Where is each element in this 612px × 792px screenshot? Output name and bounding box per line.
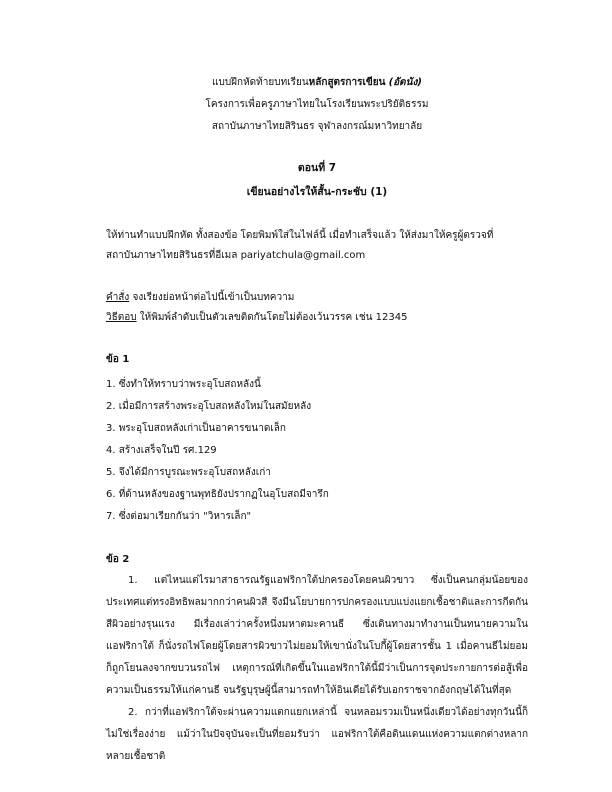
section-heading [106, 156, 528, 204]
question-2 [106, 550, 528, 768]
intro-text-1: ให้ท่านทำแบบฝึกหัด ทั้งสองข้อ โดยพิมพ์ใส่ในไฟล์นี้ เมื่อทำเสร็จแล้ว ให้ส่งมาให้ครูผู้ตรวจที่ [106, 230, 494, 241]
instruction-method-text: ให้พิมพ์ลำดับเป็นตัวเลขติดกันโดยไม่ต้องเว้นวรรค เช่น 12345 [139, 312, 408, 323]
question-1-item: 7. ซึ่งต่อมาเรียกกันว่า "วิหารเล็ก" [106, 511, 252, 522]
question-1-item: 4. สร้างเสร็จในปี รศ.129 [106, 445, 217, 456]
header-line-project: โครงการเพื่อครูภาษาไทยในโรงเรียนพระปริยัติธรรม [205, 99, 429, 110]
question-1 [106, 350, 528, 528]
instructions-block [106, 288, 528, 328]
question-1-heading: ข้อ 1 [106, 354, 130, 365]
question-1-item: 5. จึงได้มีการบูรณะพระอุโบสถหลังเก่า [106, 467, 271, 478]
header-course-name: หลักสูตรการเขียน [308, 77, 386, 88]
instruction-order-label: คำสั่ง [106, 292, 130, 303]
header-course-suffix: (อัดนัง) [388, 77, 422, 88]
instruction-method-label: วิธีตอบ [106, 312, 137, 323]
question-2-paragraph-2: 2. กว่าที่แอฟริกาใต้จะผ่านความแตกแยกเหล่านี้ จนหลอมรวมเป็นหนึ่งเดียวได้อย่างทุกวันนี้ก็ไม่ใช่เรื่องง่าย แม้ว่าในปัจจุบันจะเป็นที่ยอมรับว่า แอฟริกาใต้คือดินแดนแห่งความแตกต่างหลากหลายเชื้อชาติ [106, 707, 528, 762]
instruction-order-text: จงเรียงย่อหน้าต่อไปนี้เข้าเป็นบทความ [132, 292, 295, 303]
intro-paragraph [106, 226, 528, 266]
intro-email-link[interactable]: pariyatchula@gmail.com [240, 250, 366, 261]
question-1-item: 1. ซึ่งทำให้ทราบว่าพระอุโบสถหลังนี้ [106, 379, 261, 390]
question-1-item: 3. พระอุโบสถหลังเก่าเป็นอาคารขนาดเล็ก [106, 423, 286, 434]
section-subtitle: เขียนอย่างไรให้สั้น-กระชับ (1) [246, 186, 388, 198]
instruction-method [106, 308, 528, 328]
intro-line-2 [106, 246, 528, 266]
section-title: ตอนที่ 7 [297, 162, 337, 174]
question-1-item: 2. เมื่อมีการสร้างพระอุโบสถหลังใหม่ในสมัยหลัง [106, 401, 312, 412]
intro-text-2: สถาบันภาษาไทยสิรินธรที่อีเมล [106, 250, 238, 261]
header-line-course [106, 72, 528, 94]
question-1-item: 6. ที่ด้านหลังของฐานพุทธิยังปรากฏในอุโบสถมีจารึก [106, 489, 329, 500]
header-course-prefix: แบบฝึกหัดท้ายบทเรียน [212, 77, 309, 88]
intro-line-1 [106, 226, 528, 246]
question-2-paragraph-1: 1. แต่ไหนแต่ไรมาสาธารณรัฐแอฟริกาใต้ปกครองโดยคนผิวขาว ซึ่งเป็นคนกลุ่มน้อยของประเทศแต่ทรงอิทธิพลมากกว่าคนผิวสี จึงมีนโยบายการปกครองแบบแบ่งแยกเชื้อชาติและการกีดกันสีผิวอย่างรุนแรง มีเรื่องเล่าว่าครั้งหนึ่งมหาตมะคานธี ซึ่งเดินทางมาทำงานเป็นทนายความในแอฟริกาใต้ ก็นั่งรถไฟโดยผู้โดยสารผิวขาวไม่ยอมให้เขานั่งในโบกี้ผู้โดยสารชั้น 1 เมื่อคานธีไม่ยอมก็ถูกโยนลงจากขบวนรถไฟ เหตุการณ์ที่เกิดขึ้นในแอฟริกาใต้นี้มีว่าเป็นการจุดประกายการต่อสู้เพื่อความเป็นธรรมให้แก่คานธี จนรัฐบุรุษผู้นี้สามารถทำให้อินเดียได้รับเอกราชจากอังกฤษได้ในที่สุด [106, 575, 528, 696]
instruction-order [106, 288, 528, 308]
document-header [106, 72, 528, 138]
header-line-institute: สถาบันภาษาไทยสิรินธร จุฬาลงกรณ์มหาวิทยาลัย [211, 121, 423, 132]
question-2-heading: ข้อ 2 [106, 554, 130, 565]
question-1-list [106, 374, 528, 528]
